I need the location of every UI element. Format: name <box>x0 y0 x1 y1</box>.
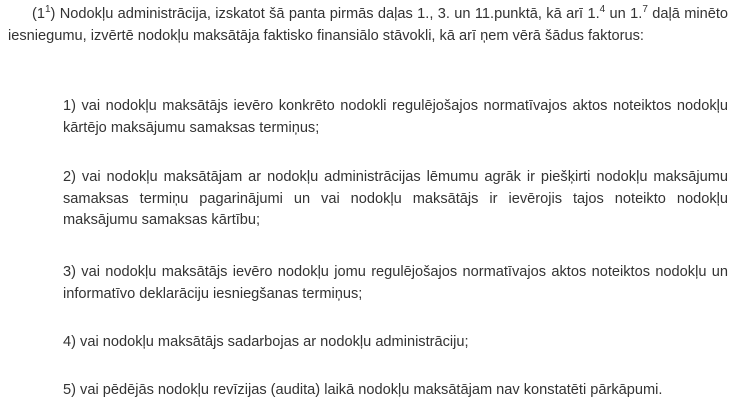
intro-text-b: un 1. <box>605 6 643 22</box>
list-item-3: 3) vai nodokļu maksātājs ievēro nodokļu jomu regulējošajos normatīvajos aktos noteiktos nodokļu un informatīvo deklarāciju iesniegšanas termiņus; <box>63 264 728 302</box>
list-item-1: 1) vai nodokļu maksātājs ievēro konkrēto nodokli regulējošajos normatīvajos aktos noteiktos nodokļu kārtējo maksājumu samaksas termiņus; <box>63 98 728 136</box>
intro-superscript-2: 4 <box>599 4 606 15</box>
list-item-2: 2) vai nodokļu maksātājam ar nodokļu administrācijas lēmumu agrāk ir piešķirti nodokļu maksājumu samaksas termiņu pagarinājumi un vai nodokļu maksātājs ir ievērojis tajos noteikto nodokļu maksājumu samaksas kārtību; <box>63 169 728 228</box>
intro-superscript-1: 1 <box>44 4 51 15</box>
intro-text-c: daļā minēto iesniegumu, izvērtē nodokļu maksātāja faktisko finansiālo stāvokli, kā arī ņem vērā šādus faktorus: <box>8 6 728 44</box>
list-item-4: 4) vai nodokļu maksātājs sadarbojas ar nodokļu administrāciju; <box>63 334 469 350</box>
list-item-5: 5) vai pēdējās nodokļu revīzijas (audita) laikā nodokļu maksātājam nav konstatēti pārkāpumi. <box>63 382 663 398</box>
intro-text-a: ) Nodokļu administrācija, izskatot šā panta pirmās daļas 1., 3. un 11.punktā, kā arī 1. <box>50 6 600 22</box>
intro-paragraph <box>8 4 728 47</box>
intro-superscript-3: 7 <box>642 4 648 15</box>
intro-open-paren: (1 <box>32 6 45 22</box>
